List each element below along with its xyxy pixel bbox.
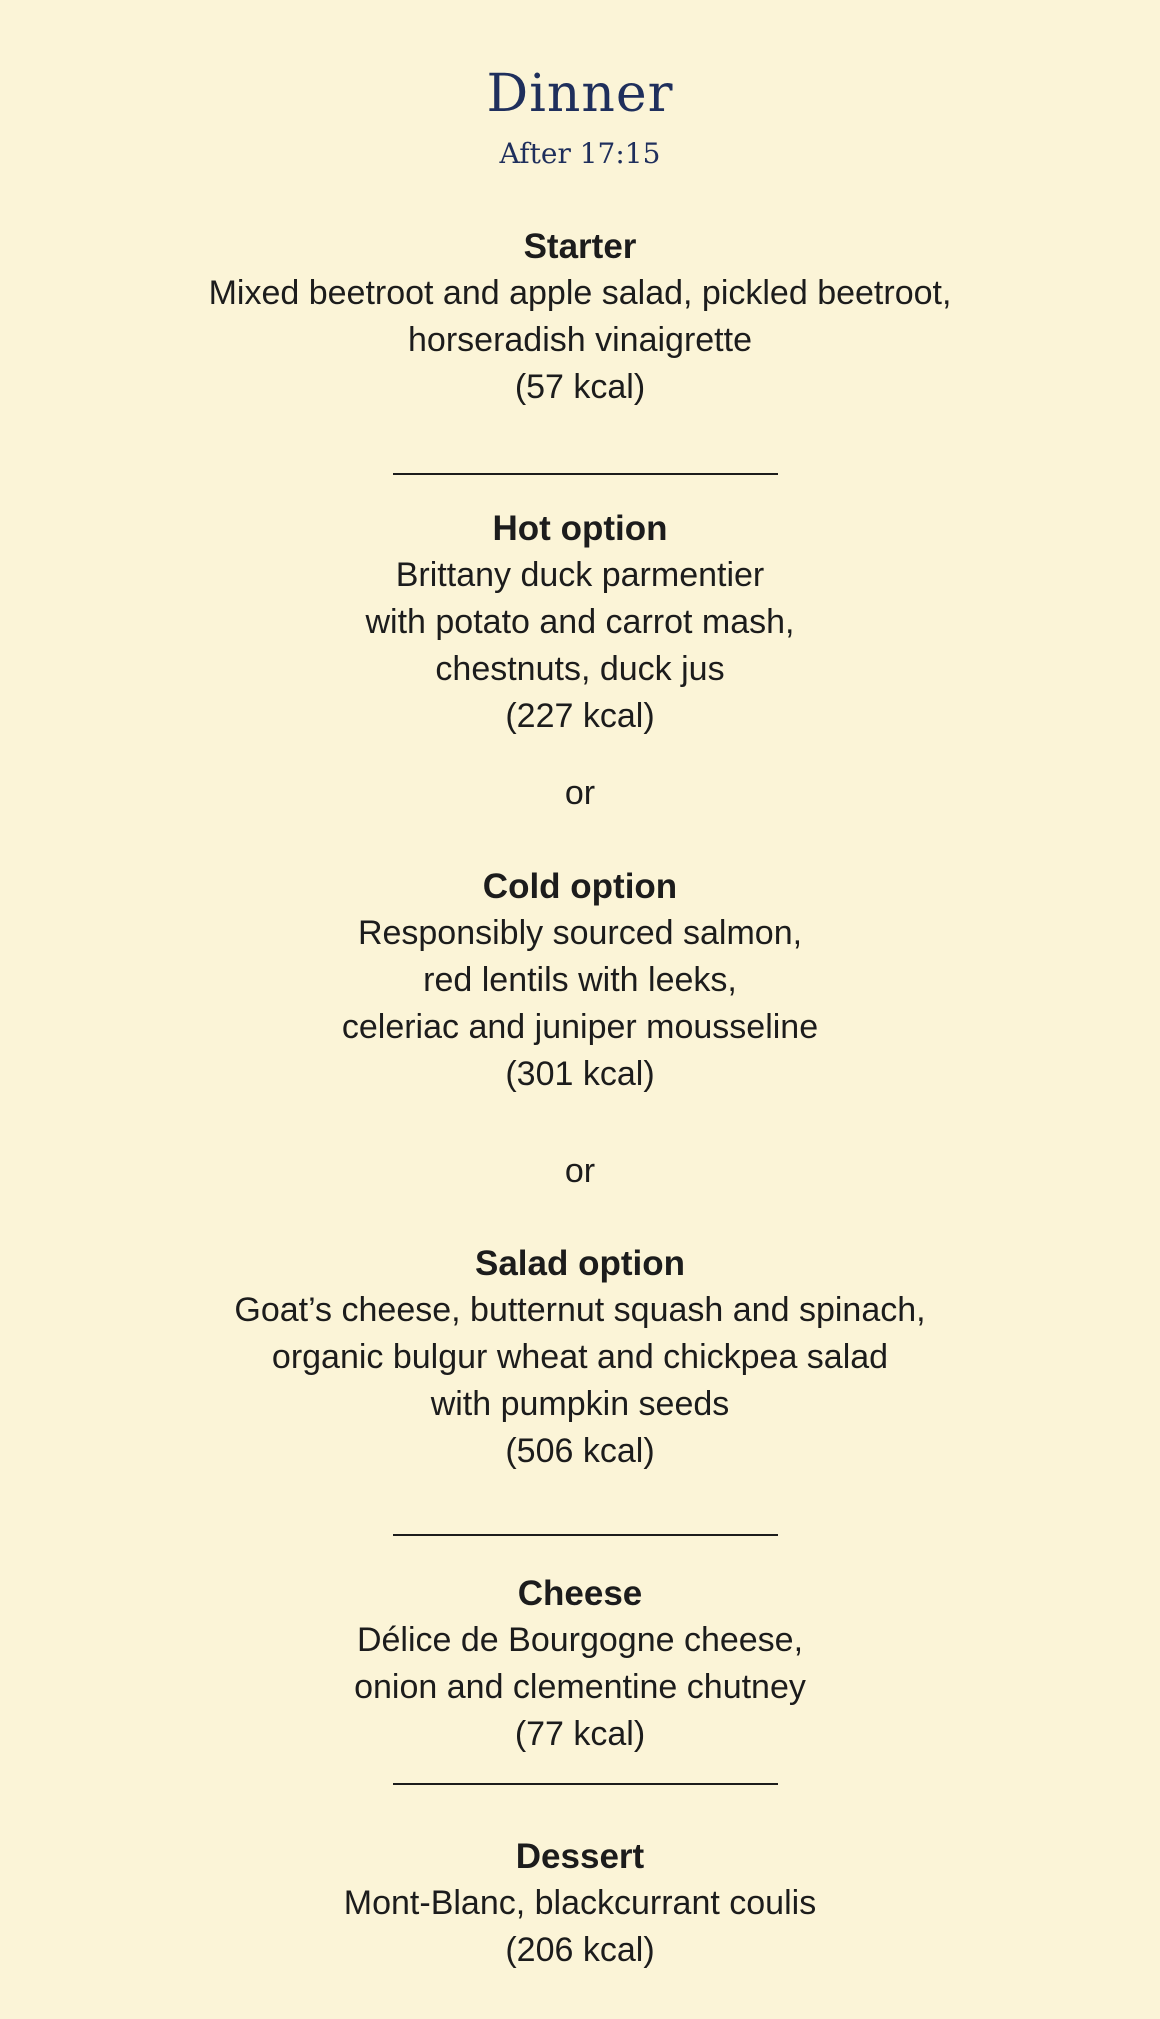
section-heading: Salad option	[475, 1244, 685, 1283]
kcal-label: (227 kcal)	[505, 697, 655, 735]
dish-line: with potato and carrot mash,	[365, 603, 795, 641]
menu-section-dessert	[0, 1833, 1160, 1974]
section-heading: Dessert	[515, 1837, 645, 1876]
section-divider	[393, 1783, 778, 1785]
menu-title: Dinner	[486, 64, 674, 124]
dish-line: Mixed beetroot and apple salad, pickled beetroot,	[208, 274, 952, 312]
menu-section-cold-option	[0, 863, 1160, 1098]
dish-line: celeriac and juniper mousseline	[341, 1008, 819, 1046]
dish-line: Mont-Blanc, blackcurrant coulis	[343, 1884, 817, 1922]
kcal-label: (206 kcal)	[505, 1931, 655, 1969]
dish-line: organic bulgur wheat and chickpea salad	[271, 1338, 889, 1376]
or-separator: or	[564, 774, 596, 812]
section-heading: Cold option	[482, 867, 678, 906]
menu-section-cheese	[0, 1570, 1160, 1758]
menu-subtitle: After 17:15	[499, 137, 661, 170]
dish-line: chestnuts, duck jus	[435, 650, 725, 688]
menu-section-hot-option	[0, 505, 1160, 740]
dish-line: Délice de Bourgogne cheese,	[356, 1621, 804, 1659]
section-divider	[393, 473, 778, 475]
section-heading: Hot option	[492, 509, 668, 548]
kcal-label: (77 kcal)	[514, 1715, 646, 1753]
kcal-label: (301 kcal)	[505, 1055, 655, 1093]
dish-line: red lentils with leeks,	[423, 961, 737, 999]
kcal-label: (57 kcal)	[514, 368, 646, 406]
section-heading: Cheese	[517, 1574, 643, 1613]
dish-line: with pumpkin seeds	[430, 1385, 730, 1423]
dish-line: Brittany duck parmentier	[395, 556, 765, 594]
section-divider	[393, 1534, 778, 1536]
dish-line: horseradish vinaigrette	[408, 321, 752, 359]
section-heading: Starter	[523, 227, 637, 266]
menu-section-salad-option	[0, 1240, 1160, 1475]
menu-section-starter	[0, 223, 1160, 411]
or-separator: or	[564, 1152, 596, 1190]
dish-line: Goat’s cheese, butternut squash and spinach,	[234, 1291, 926, 1329]
dish-line: onion and clementine chutney	[354, 1668, 806, 1706]
dish-line: Responsibly sourced salmon,	[357, 914, 803, 952]
kcal-label: (506 kcal)	[505, 1432, 655, 1470]
